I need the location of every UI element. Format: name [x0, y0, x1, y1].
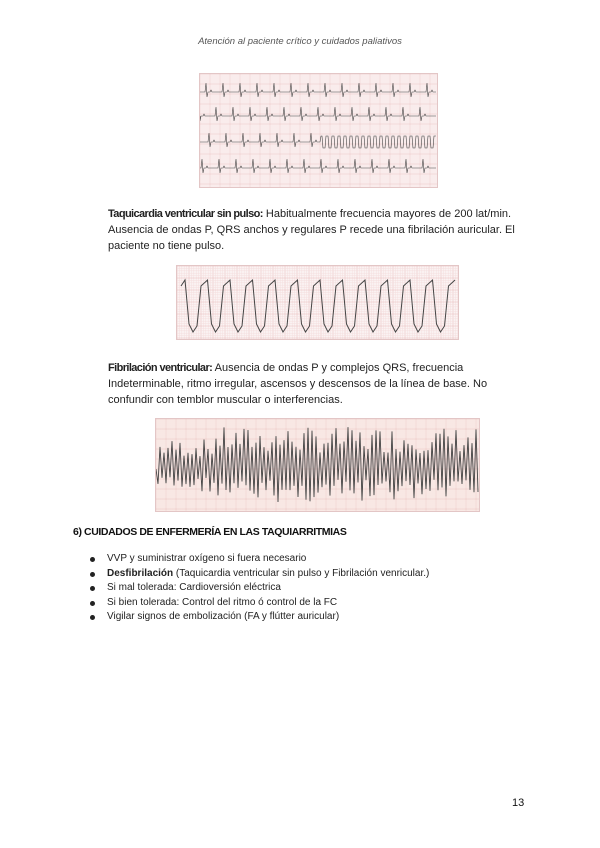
ecg-vt-svg [177, 266, 458, 339]
ecg-ventricular-tachycardia [176, 265, 459, 340]
bullet-icon [90, 557, 95, 562]
care-item-text: VVP y suministrar oxígeno si fuera necesario [107, 553, 307, 564]
care-item [90, 567, 429, 582]
ecg-ventricular-fibrillation [155, 418, 480, 512]
care-item-bold: Desfibrilación [107, 567, 174, 579]
care-item-text: (Taquicardia ventricular sin pulso y Fibrilación venricular.) [173, 567, 430, 579]
care-item [90, 552, 429, 567]
vt-description [108, 206, 528, 254]
ecg-multilead-svg [200, 74, 437, 187]
care-item [90, 610, 429, 625]
vf-description [108, 360, 528, 408]
care-list [90, 552, 429, 625]
section-title: 6) CUIDADOS DE ENFERMERÍA EN LAS TAQUIARRITMIAS [73, 526, 347, 538]
vt-text: Habitualmente frecuencia mayores de 200 lat/min. Ausencia de ondas P, QRS anchos y regulares P recede una fibrilación auricular. El paciente no tiene pulso. [108, 208, 515, 252]
bullet-icon [90, 615, 95, 620]
care-item-text: Si bien tolerada: Control del ritmo ó control de la FC [107, 596, 338, 608]
bullet-icon [90, 601, 95, 606]
ecg-multilead-strip [199, 73, 438, 188]
vt-term: Taquicardia ventricular sin pulso: [108, 208, 263, 220]
vf-text: Ausencia de ondas P y complejos QRS, frecuencia Indeterminable, ritmo irregular, ascensos y descensos de la línea de base. No confundir con temblor muscular o interferencias. [108, 362, 488, 406]
ecg-vf-svg [156, 419, 479, 511]
bullet-icon [90, 586, 95, 591]
vf-term: Fibrilación ventricular: [108, 362, 213, 374]
bullet-icon [90, 572, 95, 577]
page-number: 13 [512, 797, 525, 809]
care-item [90, 596, 429, 611]
running-header: Atención al paciente crítico y cuidados paliativos [198, 36, 402, 47]
care-item-text: Vigilar signos de embolización (FA y flútter auricular) [107, 611, 340, 622]
care-item [90, 581, 429, 596]
care-item-text: Si mal tolerada: Cardioversión eléctrica [107, 582, 281, 593]
